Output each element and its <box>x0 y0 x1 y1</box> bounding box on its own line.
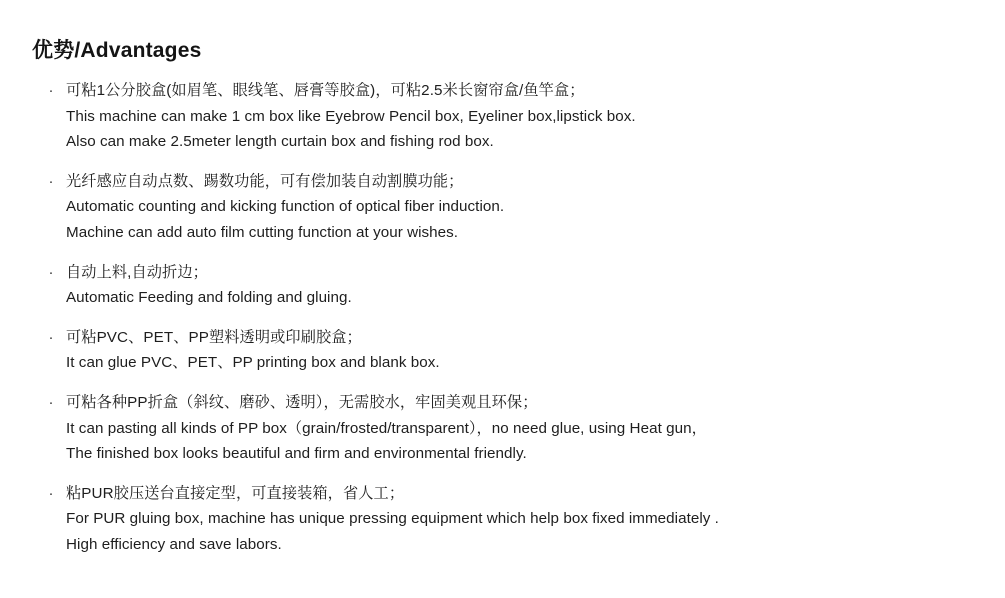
item-line: Also can make 2.5meter length curtain box and fishing rod box. <box>66 133 494 151</box>
list-item <box>32 481 965 558</box>
item-line: 自动上料,自动折边； <box>66 263 208 281</box>
item-line: 光纤感应自动点数、踢数功能，可有偿加装自动割膜功能； <box>66 172 464 190</box>
item-line: The finished box looks beautiful and firm and environmental friendly. <box>66 445 527 463</box>
list-item <box>32 390 965 467</box>
bullet-icon: · <box>48 263 54 281</box>
item-line: It can pasting all kinds of PP box（grain/frosted/transparent），no need glue, using Heat gun， <box>66 419 707 437</box>
bullet-icon: · <box>48 393 54 411</box>
list-item <box>32 325 965 376</box>
list-item <box>32 260 965 311</box>
item-line: Machine can add auto film cutting function at your wishes. <box>66 223 459 241</box>
page-title: 优势/Advantages <box>32 39 202 62</box>
item-line: It can glue PVC、PET、PP printing box and blank box. <box>66 354 440 372</box>
bullet-icon: · <box>48 484 54 502</box>
item-line: Automatic counting and kicking function of optical fiber induction. <box>66 198 505 216</box>
item-line: 粘PUR胶压送台直接定型，可直接装箱，省人工； <box>66 484 405 502</box>
bullet-icon: · <box>48 82 54 99</box>
item-line: 可粘各种PP折盒（斜纹、磨砂、透明），无需胶水，牢固美观且环保； <box>66 393 538 411</box>
bullet-icon: · <box>48 172 54 190</box>
item-line: Automatic Feeding and folding and gluing. <box>66 289 352 307</box>
list-item <box>32 169 965 246</box>
bullet-icon: · <box>48 328 54 346</box>
item-line: For PUR gluing box, machine has unique pressing equipment which help box fixed immediately . <box>66 510 719 528</box>
advantages-list <box>32 78 965 558</box>
item-line: 可粘1公分胶盒(如眉笔、眼线笔、唇膏等胶盒)，可粘2.5米长窗帘盒/鱼竿盒； <box>66 82 585 99</box>
item-line: 可粘PVC、PET、PP塑料透明或印刷胶盒； <box>66 328 362 346</box>
item-line: High efficiency and save labors. <box>66 535 282 553</box>
list-item <box>32 78 965 155</box>
item-line: This machine can make 1 cm box like Eyebrow Pencil box, Eyeliner box,lipstick box. <box>66 107 636 125</box>
